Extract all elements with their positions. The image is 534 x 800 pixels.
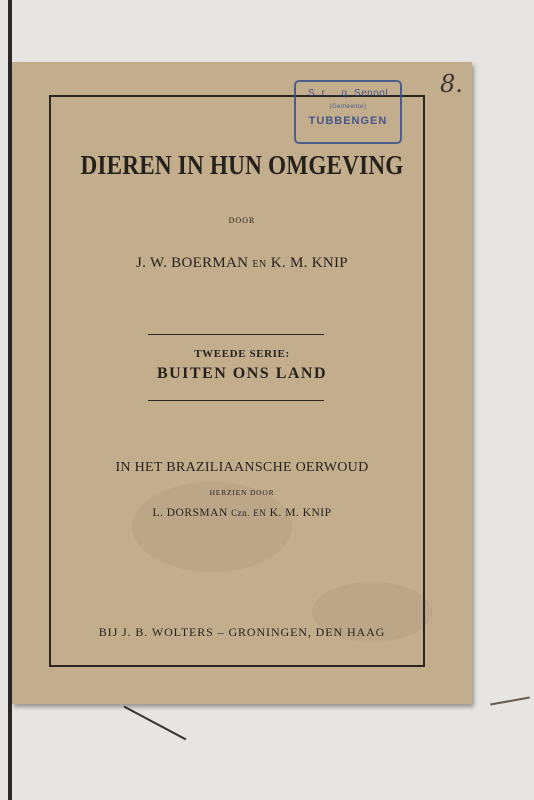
pencil-number: 8. <box>440 70 463 98</box>
author-1: J. W. BOERMAN <box>136 255 249 271</box>
reviser-1: L. DORSMAN <box>152 507 228 519</box>
booklet-cover <box>12 62 472 704</box>
book-title: DIEREN IN HUN OMGEVING <box>80 150 404 180</box>
divider-bottom <box>148 400 324 401</box>
stamp-line-1: S..r.. ..q..Senool <box>307 88 389 99</box>
revised-by-label: HERZIEN DOOR <box>209 488 275 497</box>
stamp-line-2: (Gemeente) <box>329 104 367 110</box>
by-label: DOOR <box>228 216 256 225</box>
revisers-and-label: EN <box>253 508 267 518</box>
revisers <box>12 507 472 519</box>
school-stamp <box>294 80 402 144</box>
wood-crack <box>490 697 530 706</box>
authors <box>12 255 472 272</box>
divider-top <box>148 334 324 335</box>
volume-subtitle: IN HET BRAZILIAANSCHE OERWOUD <box>115 460 369 475</box>
wood-crack <box>124 706 187 741</box>
and-label: EN <box>252 259 267 270</box>
series-label: TWEEDE SERIE: <box>194 348 290 360</box>
stamp-line-3: TUBBENGEN <box>308 115 388 127</box>
series-title: BUITEN ONS LAND <box>156 365 328 382</box>
publisher-line: BIJ J. B. WOLTERS – GRONINGEN, DEN HAAG <box>98 625 386 639</box>
author-2: K. M. KNIP <box>270 255 348 271</box>
reviser-2: K. M. KNIP <box>269 507 332 519</box>
reviser-1-suffix: Czn. <box>231 508 250 518</box>
